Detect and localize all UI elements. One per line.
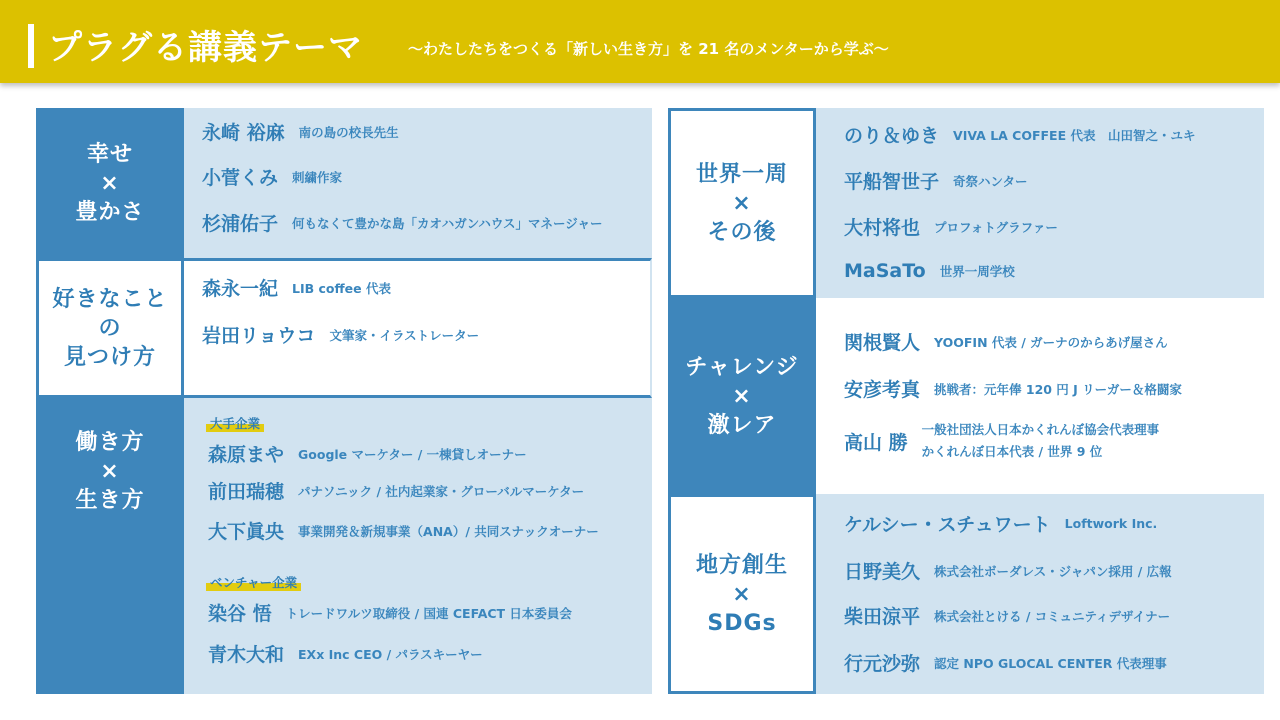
panel-work bbox=[184, 398, 652, 694]
mentor-row bbox=[844, 510, 1157, 537]
mentor-role: 南の島の校長先生 bbox=[298, 124, 399, 140]
mentor-role: トレードワルツ取締役 / 国連 CEFACT 日本委員会 bbox=[285, 605, 572, 621]
mentor-role: YOOFIN 代表 / ガーナのからあげ屋さん bbox=[934, 334, 1168, 350]
mentor-name: 大下眞央 bbox=[208, 521, 285, 543]
mentor-role bbox=[922, 419, 1160, 463]
mentor-row bbox=[844, 419, 1159, 463]
group-tag-large-companies: 大手企業 bbox=[206, 414, 264, 432]
category-local bbox=[668, 494, 816, 694]
category-work bbox=[36, 398, 184, 694]
mentor-role: 奇祭ハンター bbox=[953, 173, 1028, 189]
category-label: チャレンジ × 激レア bbox=[685, 354, 799, 438]
mentor-name: 行元沙弥 bbox=[844, 653, 921, 675]
mentor-name: 岩田リョウコ bbox=[202, 325, 316, 347]
mentor-row bbox=[202, 209, 603, 236]
mentor-name: 大村将也 bbox=[844, 217, 921, 239]
mentor-name: 柴田涼平 bbox=[844, 606, 921, 628]
category-likes bbox=[36, 258, 184, 398]
mentor-row bbox=[202, 274, 391, 301]
category-label: 地方創生 × SDGs bbox=[695, 552, 788, 636]
mentor-row bbox=[202, 163, 342, 190]
mentor-row bbox=[844, 167, 1028, 194]
mentor-role: 認定 NPO GLOCAL CENTER 代表理事 bbox=[934, 655, 1167, 671]
mentor-role: Loftwork Inc. bbox=[1064, 516, 1158, 531]
mentor-row bbox=[844, 260, 1015, 282]
mentor-row bbox=[208, 599, 572, 626]
header-accent-bar bbox=[28, 24, 34, 68]
mentor-role-line: 一般社団法人日本かくれんぼ協会代表理事 bbox=[921, 422, 1160, 437]
mentor-role: 世界一周学校 bbox=[939, 264, 1015, 279]
mentor-name: 高山 勝 bbox=[844, 431, 908, 454]
panel-happiness bbox=[184, 108, 652, 258]
mentor-name: 小菅くみ bbox=[202, 167, 279, 189]
mentor-name: MaSaTo bbox=[844, 260, 926, 282]
mentor-name: のり＆ゆき bbox=[844, 125, 940, 147]
page-subtitle: 〜わたしたちをつくる「新しい生き方」を 21 名のメンターから学ぶ〜 bbox=[408, 40, 889, 58]
mentor-row bbox=[844, 121, 1196, 148]
mentor-role: 何もなくて豊かな島「カオハガンハウス」マネージャー bbox=[292, 215, 603, 231]
mentor-row bbox=[208, 517, 599, 544]
category-label: 幸せ × 豊かさ bbox=[75, 141, 145, 225]
mentor-name: 染谷 悟 bbox=[208, 603, 272, 625]
mentor-name: 平船智世子 bbox=[844, 171, 940, 193]
panel-likes bbox=[184, 258, 652, 398]
category-world bbox=[668, 108, 816, 298]
mentor-role-line: かくれんぼ日本代表 / 世界 9 位 bbox=[921, 444, 1103, 459]
mentor-name: 安彦考真 bbox=[844, 379, 921, 401]
mentor-name: 森原まや bbox=[208, 444, 285, 466]
mentor-row bbox=[844, 328, 1168, 355]
mentor-role: 刺繍作家 bbox=[292, 169, 343, 185]
mentor-role: VIVA LA COFFEE 代表 山田智之・ユキ bbox=[953, 127, 1196, 143]
mentor-role: 株式会社ボーダレス・ジャパン採用 / 広報 bbox=[934, 563, 1172, 579]
mentor-role: LIB coffee 代表 bbox=[292, 280, 391, 296]
mentor-role: 挑戦者：元年俸 120 円 J リーガー＆格闘家 bbox=[934, 381, 1182, 397]
mentor-name: 関根賢人 bbox=[844, 332, 921, 354]
mentor-role: 文筆家・イラストレーター bbox=[329, 327, 480, 343]
header-bar bbox=[0, 0, 1280, 83]
mentor-row bbox=[208, 440, 527, 467]
mentor-name: 青木大和 bbox=[208, 644, 285, 666]
group-tag-venture: ベンチャー企業 bbox=[206, 573, 301, 591]
mentor-role: プロフォトグラファー bbox=[934, 219, 1058, 235]
mentor-row bbox=[202, 321, 479, 348]
category-label: 世界一周 × その後 bbox=[695, 161, 788, 245]
panel-world bbox=[816, 108, 1264, 298]
mentor-role: EXx Inc CEO / パラスキーヤー bbox=[298, 646, 483, 662]
mentor-row bbox=[844, 649, 1167, 676]
mentor-row bbox=[208, 640, 483, 667]
mentor-row bbox=[208, 477, 584, 504]
mentor-name: 杉浦佑子 bbox=[202, 213, 279, 235]
mentor-name: ケルシー・スチュワート bbox=[844, 514, 1051, 536]
mentor-role: 事業開発＆新規事業（ANA）/ 共同スナックオーナー bbox=[298, 523, 599, 539]
category-label: 働き方 × 生き方 bbox=[75, 430, 145, 513]
mentor-role: 株式会社とける / コミュニティデザイナー bbox=[934, 608, 1171, 624]
mentor-row bbox=[844, 375, 1182, 402]
mentor-name: 日野美久 bbox=[844, 561, 921, 583]
panel-challenge bbox=[816, 298, 1264, 494]
mentor-name: 永崎 裕麻 bbox=[202, 122, 285, 144]
category-label: 好きなこと の 見つけ方 bbox=[52, 286, 168, 370]
mentor-role: パナソニック / 社内起業家・グローバルマーケター bbox=[298, 483, 585, 499]
panel-local bbox=[816, 494, 1264, 694]
category-challenge bbox=[668, 298, 816, 494]
mentor-row bbox=[844, 213, 1058, 240]
mentor-role: Google マーケター / 一棟貸しオーナー bbox=[298, 446, 527, 462]
mentor-row bbox=[844, 602, 1170, 629]
category-happiness bbox=[36, 108, 184, 258]
mentor-row bbox=[202, 118, 399, 145]
mentor-name: 森永一紀 bbox=[202, 278, 279, 300]
mentor-name: 前田瑞穂 bbox=[208, 481, 285, 503]
mentor-row bbox=[844, 557, 1172, 584]
page-title: プラグる講義テーマ bbox=[48, 28, 363, 68]
